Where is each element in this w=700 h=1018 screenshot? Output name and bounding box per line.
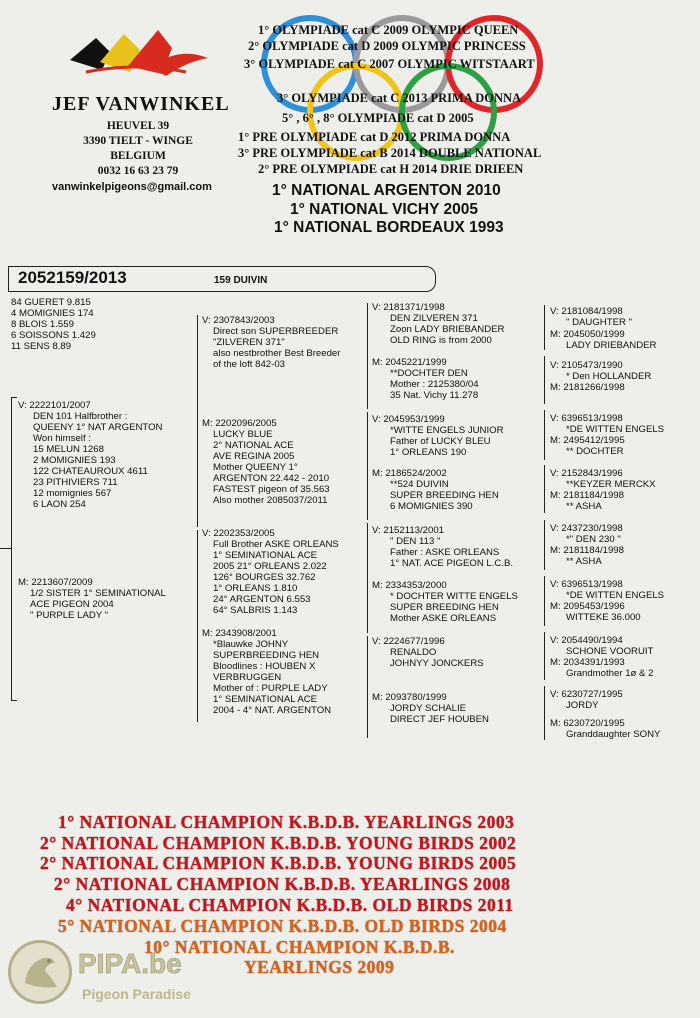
gen4-entry bbox=[550, 689, 623, 711]
gen4-entry bbox=[550, 490, 624, 512]
olympiad-result: 1° PRE OLYMPIADE cat D 2012 PRIMA DONNA bbox=[238, 130, 511, 144]
pedigree-line: 2004 - 4° NAT. ARGENTON bbox=[213, 705, 332, 716]
national-result: 1° NATIONAL ARGENTON 2010 bbox=[272, 182, 501, 199]
olympiad-result: 3° OLYMPIADE cat C 2007 OLYMPIC WITSTAART bbox=[244, 57, 535, 71]
gen4-entry bbox=[550, 435, 625, 457]
pedigree-line: M: 2181184/1998 bbox=[550, 545, 624, 556]
watermark-subtitle: Pigeon Paradise bbox=[82, 986, 191, 1002]
pedigree-bracket bbox=[367, 636, 368, 738]
pedigree-bracket bbox=[544, 305, 545, 350]
sire-line: V: 2222101/2007 bbox=[18, 400, 91, 411]
sire-line: 15 MELUN 1268 bbox=[33, 444, 104, 455]
dam-line: ACE PIGEON 2004 bbox=[30, 599, 114, 610]
address-line: BELGIUM bbox=[110, 150, 166, 162]
address-line: HEUVEL 39 bbox=[106, 120, 170, 132]
pedigree-line: V: 2307843/2003 bbox=[202, 315, 275, 326]
olympiad-result: 2° PRE OLYMPIADE cat H 2014 DRIE DRIEEN bbox=[258, 162, 524, 176]
pedigree-line: M: 2181266/1998 bbox=[550, 382, 625, 393]
race-result: 4 MOMIGNIES 174 bbox=[11, 308, 94, 319]
pedigree-line: 24° ARGENTON 6.553 bbox=[213, 594, 311, 605]
olympiad-result: 3° OLYMPIADE cat C 2013 PRIMA DONNA bbox=[277, 91, 522, 105]
pedigree-line: V: 2181084/1998 bbox=[550, 306, 623, 317]
pedigree-bracket bbox=[544, 686, 545, 740]
pedigree-line: FASTEST pigeon of 35.563 bbox=[213, 484, 330, 495]
pedigree-line: M: 2045050/1999 bbox=[550, 329, 625, 340]
gen3-entry bbox=[372, 580, 518, 624]
race-result: 84 GUERET 9.815 bbox=[11, 297, 91, 308]
pedigree-line: SUPER BREEDING HEN bbox=[390, 490, 499, 501]
pedigree-line: ** ASHA bbox=[566, 556, 602, 567]
sire-line: 12 momignies 567 bbox=[33, 488, 112, 499]
pedigree-line: DEN ZILVEREN 371 bbox=[390, 313, 478, 324]
sire-block bbox=[18, 400, 162, 510]
pedigree-line: M: 2334353/2000 bbox=[372, 580, 447, 591]
pedigree-bracket bbox=[367, 412, 368, 520]
sire-line: 6 LAON 254 bbox=[33, 499, 86, 510]
championship-title: 2° NATIONAL CHAMPION K.B.D.B. YOUNG BIRDS 2005 bbox=[40, 853, 517, 873]
pedigree-line: 126° BOURGES 32.762 bbox=[213, 572, 316, 583]
pedigree-line: RENALDO bbox=[390, 647, 437, 658]
championship-title: 2° NATIONAL CHAMPION K.B.D.B. YEARLINGS 2008 bbox=[54, 874, 511, 894]
pedigree-line: * Den HOLLANDER bbox=[566, 371, 652, 382]
pedigree-line: V: 6230727/1995 bbox=[550, 689, 623, 700]
championship-title: 2° NATIONAL CHAMPION K.B.D.B. YOUNG BIRDS 2002 bbox=[40, 833, 517, 853]
email-address: vanwinkelpigeons@gmail.com bbox=[52, 181, 212, 193]
gen4-entry bbox=[550, 718, 660, 740]
pedigree-line: M: 2045221/1999 bbox=[372, 357, 447, 368]
grandsire-paternal bbox=[202, 315, 340, 370]
pedigree-line: OLD RING is from 2000 bbox=[390, 335, 492, 346]
sire-line: 23 PITHIVIERS 711 bbox=[33, 477, 118, 488]
olympiad-result: 3° PRE OLYMPIADE cat B 2014 DOUBLE NATIONAL bbox=[238, 146, 542, 160]
pedigree-line: SUPER BREEDING HEN bbox=[390, 602, 499, 613]
pedigree-line: *WITTE ENGELS JUNIOR bbox=[390, 425, 504, 436]
pedigree-line: Grandmother 1ø & 2 bbox=[566, 668, 654, 679]
pedigree-bracket bbox=[544, 520, 545, 570]
dam-line: M: 2213607/2009 bbox=[18, 577, 93, 588]
pedigree-line: ** ASHA bbox=[566, 501, 602, 512]
pedigree-line: **524 DUIVIN bbox=[390, 479, 449, 490]
sire-line: DEN 101 Halfbrother : bbox=[33, 411, 128, 422]
national-result: 1° NATIONAL VICHY 2005 bbox=[290, 201, 478, 218]
pedigree-line: * DOCHTER WITTE ENGELS bbox=[390, 591, 518, 602]
pedigree-line: 2° NATIONAL ACE bbox=[213, 440, 294, 451]
pedigree-line: V: 2437230/1998 bbox=[550, 523, 623, 534]
gen4-entry bbox=[550, 468, 656, 490]
pedigree-bracket bbox=[11, 397, 12, 700]
pedigree-line: V: 2045953/1999 bbox=[372, 414, 445, 425]
birds-logo bbox=[66, 22, 216, 82]
gen3-entry bbox=[372, 302, 504, 346]
pedigree-line: **KEYZER MERCKX bbox=[566, 479, 656, 490]
sire-line: QUEENY 1° NAT ARGENTON bbox=[33, 422, 163, 433]
pedigree-line: Bloodlines : HOUBEN X bbox=[213, 661, 316, 672]
pedigree-line: *" DEN 230 " bbox=[566, 534, 621, 545]
address-line: 3390 TIELT - WINGE bbox=[83, 135, 193, 147]
olympiad-result: 2° OLYMPIADE cat D 2009 OLYMPIC PRINCESS bbox=[248, 39, 526, 53]
pedigree-line: Father of LUCKY BLEU bbox=[390, 436, 491, 447]
gen4-entry bbox=[550, 601, 641, 623]
granddam-maternal bbox=[202, 628, 331, 716]
championship-title: 1° NATIONAL CHAMPION K.B.D.B. YEARLINGS 2003 bbox=[58, 812, 515, 832]
granddam-paternal bbox=[202, 418, 330, 506]
championship-title: 5° NATIONAL CHAMPION K.B.D.B. OLD BIRDS 2004 bbox=[58, 916, 507, 936]
dam-block bbox=[18, 577, 166, 621]
pedigree-line: M: 2181184/1998 bbox=[550, 490, 624, 501]
gen4-entry bbox=[550, 635, 653, 657]
pedigree-line: V: 2105473/1990 bbox=[550, 360, 623, 371]
pedigree-bracket bbox=[544, 410, 545, 460]
championship-title: YEARLINGS 2009 bbox=[244, 957, 395, 977]
pedigree-line: 1° SEMINATIONAL ACE bbox=[213, 694, 318, 705]
pedigree-line: Father : ASKE ORLEANS bbox=[390, 547, 500, 558]
pedigree-line: WITTEKE 36.000 bbox=[566, 612, 641, 623]
watermark-title: PIPA.be bbox=[78, 948, 182, 979]
pedigree-line: V: 6396513/1998 bbox=[550, 413, 623, 424]
pedigree-line: DIRECT JEF HOUBEN bbox=[390, 714, 489, 725]
gen3-entry bbox=[372, 636, 484, 669]
gen3-entry bbox=[372, 468, 499, 512]
pedigree-line: SCHONE VOORUIT bbox=[566, 646, 654, 657]
pedigree-line: JORDY SCHALIE bbox=[390, 703, 467, 714]
national-result: 1° NATIONAL BORDEAUX 1993 bbox=[274, 219, 504, 236]
pedigree-line: Mother : 2125380/04 bbox=[390, 379, 479, 390]
pedigree-line: 1° NAT. ACE PIGEON L.C.B. bbox=[390, 558, 514, 569]
gen4-entry bbox=[550, 382, 625, 393]
pedigree-line: of the loft 842-03 bbox=[213, 359, 286, 370]
pedigree-bracket bbox=[197, 315, 198, 527]
pedigree-line: " DAUGHTER " bbox=[566, 317, 632, 328]
pedigree-bracket bbox=[197, 530, 198, 722]
pigeon-icon bbox=[11, 943, 69, 1001]
gen4-entry bbox=[550, 545, 624, 567]
pedigree-connector bbox=[0, 548, 11, 549]
pedigree-line: *DE WITTEN ENGELS bbox=[566, 424, 665, 435]
pedigree-line: Mother ASKE ORLEANS bbox=[390, 613, 497, 624]
championship-title: 4° NATIONAL CHAMPION K.B.D.B. OLD BIRDS 2011 bbox=[66, 895, 514, 915]
pedigree-line: V: 2202353/2005 bbox=[202, 528, 275, 539]
pedigree-line: M: 2343908/2001 bbox=[202, 628, 277, 639]
gen4-entry bbox=[550, 579, 664, 601]
pedigree-line: 64° SALBRIS 1.143 bbox=[213, 605, 298, 616]
pedigree-line: V: 2152113/2001 bbox=[372, 525, 445, 536]
pedigree-line: Zoon LADY BRIEBANDER bbox=[390, 324, 505, 335]
pedigree-line: **DOCHTER DEN bbox=[390, 368, 468, 379]
pedigree-line: Mother of : PURPLE LADY bbox=[213, 683, 328, 694]
breeder-name: JEF VANWINKEL bbox=[52, 93, 230, 115]
pedigree-line: V: 2054490/1994 bbox=[550, 635, 623, 646]
pedigree-line: AVE REGINA 2005 bbox=[213, 451, 295, 462]
pedigree-line: M: 2202096/2005 bbox=[202, 418, 277, 429]
olympiad-result: 5° , 6° , 8° OLYMPIADE cat D 2005 bbox=[282, 111, 474, 125]
pedigree-bracket bbox=[544, 576, 545, 626]
gen4-entry bbox=[550, 657, 653, 679]
gen4-entry bbox=[550, 413, 664, 435]
pedigree-bracket bbox=[544, 356, 545, 404]
pedigree-line: M: 6230720/1995 bbox=[550, 718, 625, 729]
pedigree-line: M: 2495412/1995 bbox=[550, 435, 625, 446]
pedigree-line: JORDY bbox=[566, 700, 599, 711]
race-result: 8 BLOIS 1.559 bbox=[11, 319, 74, 330]
gen4-entry bbox=[550, 306, 632, 328]
pedigree-line: 2005 21° ORLEANS 2.022 bbox=[213, 561, 327, 572]
pedigree-line: V: 2152843/1996 bbox=[550, 468, 623, 479]
pedigree-line: Also mother 2085037/2011 bbox=[213, 495, 328, 506]
pedigree-line: V: 6396513/1998 bbox=[550, 579, 623, 590]
pedigree-line: VERBRUGGEN bbox=[213, 672, 282, 683]
pedigree-line: ** DOCHTER bbox=[566, 446, 624, 457]
pedigree-line: LUCKY BLUE bbox=[213, 429, 273, 440]
gen4-entry bbox=[550, 329, 656, 351]
pedigree-line: *DE WITTEN ENGELS bbox=[566, 590, 665, 601]
race-result: 11 SENS 8.89 bbox=[11, 341, 72, 352]
pigeon-name: 159 DUIVIN bbox=[214, 275, 268, 286]
pedigree-line: 6 MOMIGNIES 390 bbox=[390, 501, 473, 512]
pedigree-bracket bbox=[544, 465, 545, 513]
pedigree-line: M: 2095453/1996 bbox=[550, 601, 625, 612]
pedigree-connector bbox=[11, 397, 17, 398]
pedigree-line: 1° ORLEANS 190 bbox=[390, 447, 467, 458]
pedigree-bracket bbox=[367, 303, 368, 409]
gen4-entry bbox=[550, 523, 623, 545]
gen4-entry bbox=[550, 360, 651, 382]
dam-line: 1/2 SISTER 1° SEMINATIONAL bbox=[30, 588, 166, 599]
gen3-entry bbox=[372, 692, 489, 725]
pedigree-line: also nestbrother Best Breeder bbox=[213, 348, 341, 359]
pedigree-bracket bbox=[544, 632, 545, 680]
olympiad-result: 1° OLYMPIADE cat C 2009 OLYMPIC QUEEN bbox=[258, 23, 519, 37]
phone-number: 0032 16 63 23 79 bbox=[97, 165, 179, 177]
pedigree-line: Direct son SUPERBREEDER bbox=[213, 326, 339, 337]
pedigree-line: Mother QUEENY 1° bbox=[213, 462, 298, 473]
championship-title: 10° NATIONAL CHAMPION K.B.D.B. bbox=[144, 937, 455, 957]
pedigree-line: LADY DRIEBANDER bbox=[566, 340, 657, 351]
pedigree-line: " DEN 113 " bbox=[390, 536, 441, 547]
pedigree-line: V: 2181371/1998 bbox=[372, 302, 445, 313]
gen3-entry bbox=[372, 357, 479, 401]
dam-line: " PURPLE LADY " bbox=[30, 610, 109, 621]
pedigree-line: Full Brother ASKE ORLEANS bbox=[213, 539, 339, 550]
pedigree-line: ARGENTON 22.442 - 2010 bbox=[213, 473, 330, 484]
ring-number: 2052159/2013 bbox=[18, 268, 127, 287]
pedigree-line: M: 2093780/1999 bbox=[372, 692, 447, 703]
pigeon-results bbox=[11, 297, 96, 352]
pedigree-line: 35 Nat. Vichy 11.278 bbox=[390, 390, 479, 401]
gen3-entry bbox=[372, 414, 504, 458]
race-result: 6 SOISSONS 1.429 bbox=[11, 330, 96, 341]
pedigree-line: 1° SEMINATIONAL ACE bbox=[213, 550, 318, 561]
pedigree-line: JOHNYY JONCKERS bbox=[390, 658, 484, 669]
grandsire-maternal bbox=[202, 528, 339, 616]
gen3-entry bbox=[372, 525, 513, 569]
pedigree-connector bbox=[11, 700, 17, 701]
pedigree-line: 1° ORLEANS 1.810 bbox=[213, 583, 298, 594]
pedigree-line: V: 2224677/1996 bbox=[372, 636, 445, 647]
pedigree-line: M: 2186524/2002 bbox=[372, 468, 447, 479]
pedigree-line: M: 2034391/1993 bbox=[550, 657, 625, 668]
sire-line: 122 CHATEAUROUX 4611 bbox=[33, 466, 148, 477]
sire-line: 2 MOMIGNIES 193 bbox=[33, 455, 116, 466]
sire-line: Won himself : bbox=[33, 433, 91, 444]
pedigree-line: Granddaughter SONY bbox=[566, 729, 661, 740]
pedigree-line: SUPERBREEDING HEN bbox=[213, 650, 320, 661]
pedigree-bracket bbox=[367, 523, 368, 633]
pigeon-logo-icon bbox=[8, 940, 72, 1004]
pedigree-line: *Blauwke JOHNY bbox=[213, 639, 289, 650]
pedigree-line: "ZILVEREN 371" bbox=[213, 337, 285, 348]
